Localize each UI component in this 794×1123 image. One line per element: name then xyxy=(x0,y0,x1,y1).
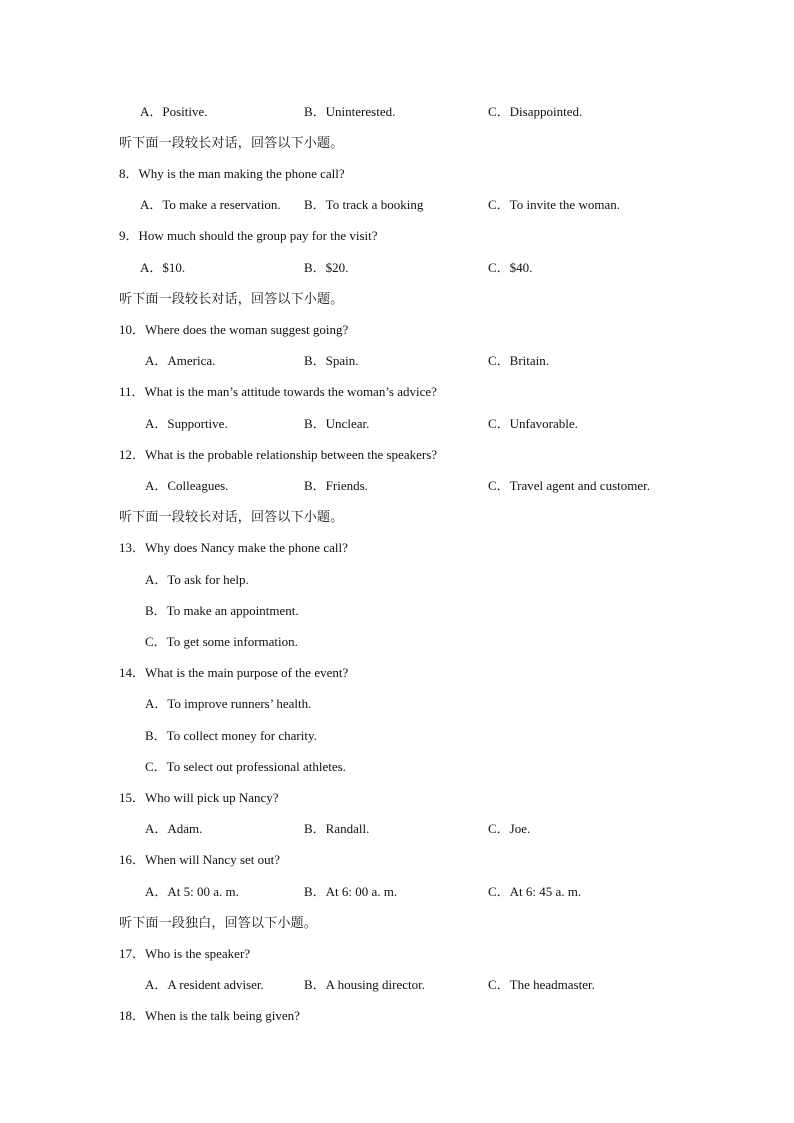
question-15: 15．Who will pick up Nancy? xyxy=(119,790,279,805)
option-a: A．Colleagues. xyxy=(145,478,229,493)
question-14-option-a xyxy=(0,694,794,714)
question-17-options xyxy=(0,975,794,995)
option-b: B．To make an appointment. xyxy=(145,603,299,618)
option-b: B．To collect money for charity. xyxy=(145,728,317,743)
option-a: A．At 5: 00 a. m. xyxy=(145,884,239,899)
option-a: A．To ask for help. xyxy=(145,572,249,587)
option-b: B．At 6: 00 a. m. xyxy=(304,884,398,899)
option-a: A．To improve runners’ health. xyxy=(145,696,312,711)
option-b: B．$20. xyxy=(304,260,349,275)
option-b: B．Uninterested. xyxy=(304,104,396,119)
question-8: 8．Why is the man making the phone call? xyxy=(119,166,345,181)
option-b: B．Friends. xyxy=(304,478,368,493)
option-a: A．$10. xyxy=(140,260,186,275)
option-b: B．Randall. xyxy=(304,821,370,836)
question-7-options xyxy=(0,102,794,122)
option-c: C．Britain. xyxy=(488,353,550,368)
section-heading: 听下面一段独白，回答以下小题。 xyxy=(119,915,318,930)
question-13-option-b xyxy=(0,601,794,621)
option-a: A．America. xyxy=(145,353,216,368)
question-17: 17．Who is the speaker? xyxy=(119,946,251,961)
section-heading: 听下面一段较长对话，回答以下小题。 xyxy=(119,291,344,306)
question-14-option-b xyxy=(0,726,794,746)
question-16-options xyxy=(0,882,794,902)
question-10-options xyxy=(0,351,794,371)
question-12: 12．What is the probable relationship between the speakers? xyxy=(119,447,438,462)
question-8-options xyxy=(0,195,794,215)
question-11-options xyxy=(0,414,794,434)
option-c: C．To select out professional athletes. xyxy=(145,759,346,774)
question-10: 10．Where does the woman suggest going? xyxy=(119,322,349,337)
option-c: C．At 6: 45 a. m. xyxy=(488,884,582,899)
question-13-option-a xyxy=(0,570,794,590)
question-9: 9．How much should the group pay for the visit? xyxy=(119,228,378,243)
question-14: 14．What is the main purpose of the event? xyxy=(119,665,349,680)
option-a: A．To make a reservation. xyxy=(140,197,281,212)
option-b: B．A housing director. xyxy=(304,977,425,992)
option-a: A．Adam. xyxy=(145,821,203,836)
option-c: C．Disappointed. xyxy=(488,104,583,119)
option-b: B．To track a booking xyxy=(304,197,424,212)
option-c: C．To invite the woman. xyxy=(488,197,620,212)
question-16: 16．When will Nancy set out? xyxy=(119,852,281,867)
section-heading: 听下面一段较长对话，回答以下小题。 xyxy=(119,135,344,150)
option-a: A．Positive. xyxy=(140,104,208,119)
question-18: 18．When is the talk being given? xyxy=(119,1008,300,1023)
option-a: A．A resident adviser. xyxy=(145,977,264,992)
question-12-options xyxy=(0,476,794,496)
section-heading: 听下面一段较长对话，回答以下小题。 xyxy=(119,509,344,524)
option-a: A．Supportive. xyxy=(145,416,228,431)
option-c: C．Joe. xyxy=(488,821,531,836)
option-b: B．Unclear. xyxy=(304,416,370,431)
question-14-option-c xyxy=(0,757,794,777)
question-15-options xyxy=(0,819,794,839)
question-11: 11．What is the man’s attitude towards the woman’s advice? xyxy=(119,384,437,399)
option-c: C．To get some information. xyxy=(145,634,298,649)
option-c: C．$40. xyxy=(488,260,533,275)
option-c: C．Unfavorable. xyxy=(488,416,578,431)
option-b: B．Spain. xyxy=(304,353,359,368)
question-9-options xyxy=(0,258,794,278)
option-c: C．Travel agent and customer. xyxy=(488,478,650,493)
option-c: C．The headmaster. xyxy=(488,977,595,992)
question-13: 13．Why does Nancy make the phone call? xyxy=(119,540,348,555)
question-13-option-c xyxy=(0,632,794,652)
